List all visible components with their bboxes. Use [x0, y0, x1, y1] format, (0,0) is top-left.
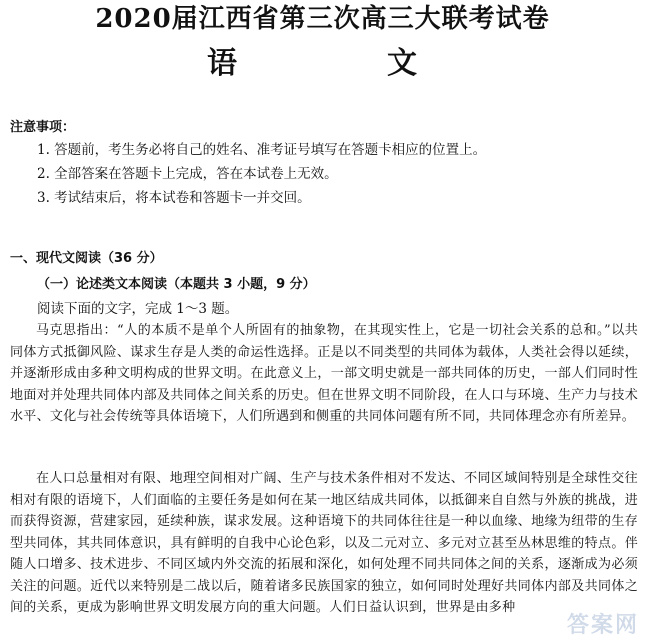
subject-char-2: 文: [387, 46, 417, 81]
watermark-text: 答案网: [566, 613, 639, 638]
watermark-logo: [567, 608, 639, 639]
subject-char-1: 语: [207, 46, 237, 81]
passage-paragraph-1: 马克思指出：“人的本质不是单个人所固有的抽象物，在其现实性上，它是一切社会关系的总和。”以共同体方式抵御风险、谋求生存是人类的命运性选择。正是以不同类型的共同体为载体，人类社会得以延续，并逐渐形成由多种文明构成的世界文明。在此意义上，一部文明史就是一部共同体的历史，一部人们同时性地面对并处理共同体内部及共同体之间关系的历史。但在世界文明不同阶段，在人口与环境、生产力与技术水平、文化与社会传统等具体语境下，人们所遇到和侧重的共同体问题有所不同，共同体理念亦有所差异。: [10, 323, 638, 424]
note-item: 2. 全部答案在答题卡上完成，答在本试卷上无效。: [37, 166, 338, 182]
passage-paragraph-2: 在人口总量相对有限、地理空间相对广阔、生产与技术条件相对不发达、不同区域间特别是全球性交往相对有限的语境下，人们面临的主要任务是如何在某一地区结成共同体，以抵御来自自然与外族的挑战，进而获得资源，营建家园，延续种族，谋求发展。这种语境下的共同体往往是一种以血缘、地缘为纽带的生存型共同体，其共同体意识，具有鲜明的自我中心论色彩，以及二元对立、多元对立甚至丛林思维的特点。伴随人口增多、技术进步、不同区域内外交流的拓展和深化，如何处理不同共同体之间的关系，逐渐成为必须关注的问题。近代以来特别是二战以后，随着诸多民族国家的独立，如何同时处理好共同体内部及共同体之间的关系，更成为影响世界文明发展方向的重大问题。人们日益认识到，世界是由多种: [10, 471, 638, 615]
subsection-heading: （一）论述类文本阅读（本题共 3 小题，9 分）: [37, 277, 316, 292]
note-item: 3. 考试结束后，将本试卷和答题卡一并交回。: [37, 190, 311, 206]
exam-title: 2020届江西省第三次高三大联考试卷: [95, 4, 550, 34]
section-heading: 一、现代文阅读（36 分）: [10, 251, 163, 266]
notes-heading: 注意事项：: [10, 120, 76, 135]
reading-instruction: 阅读下面的文字，完成 1～3 题。: [37, 301, 239, 317]
note-item: 1. 答题前，考生务必将自己的姓名、准考证号填写在答题卡相应的位置上。: [37, 142, 487, 158]
